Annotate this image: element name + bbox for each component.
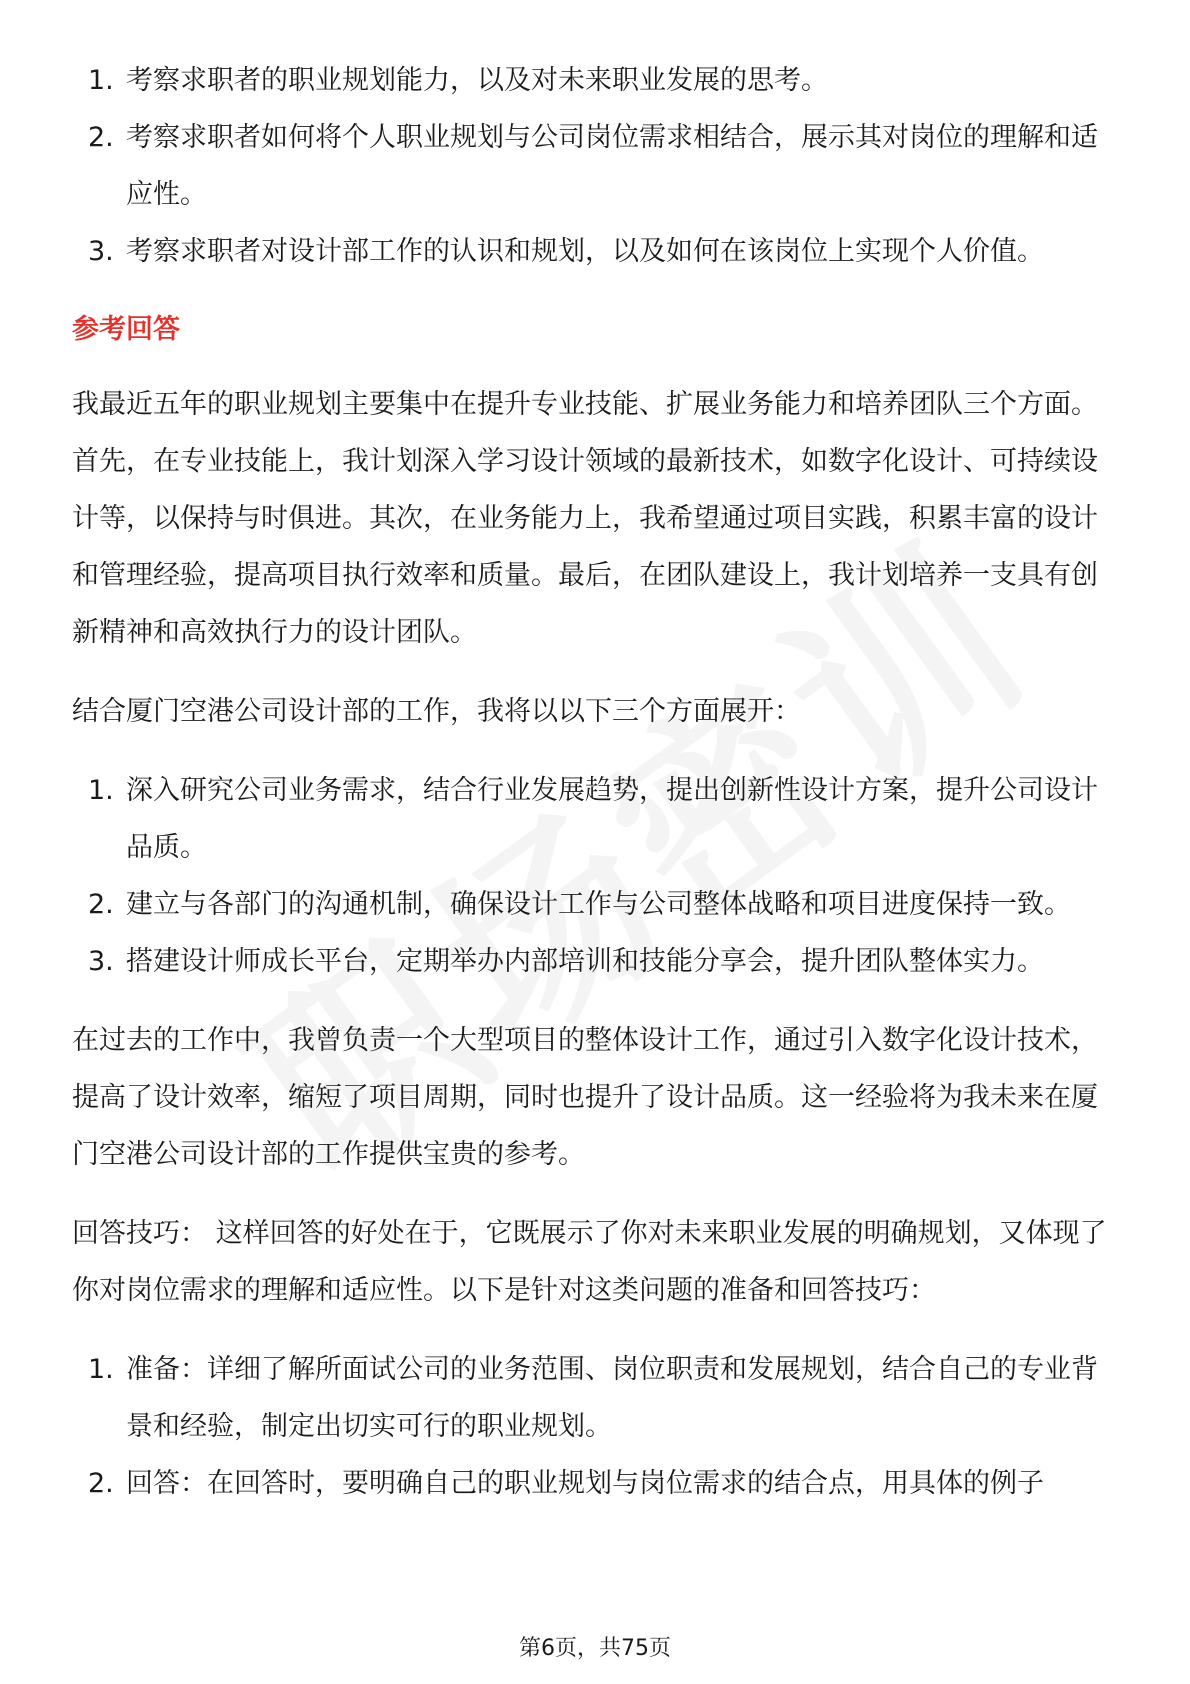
- list-number: 1.: [88, 775, 114, 806]
- list-text: 搭建设计师成长平台，定期举办内部培训和技能分享会，提升团队整体实力。: [126, 946, 1044, 977]
- page-number-footer: 第6页，共75页: [519, 1636, 671, 1661]
- section-heading: 参考回答: [72, 314, 180, 345]
- list-text: 建立与各部门的沟通机制，确保设计工作与公司整体战略和项目进度保持一致。: [126, 889, 1071, 920]
- question-purpose-list: [72, 52, 1120, 280]
- paragraph: 回答技巧： 这样回答的好处在于，它既展示了你对未来职业发展的明确规划，又体现了你对岗位需求的理解和适应性。以下是针对这类问题的准备和回答技巧：: [72, 1218, 1107, 1306]
- list-item: [72, 109, 1120, 223]
- list-text: 考察求职者如何将个人职业规划与公司岗位需求相结合，展示其对岗位的理解和适应性。: [126, 122, 1098, 210]
- list-number: 1.: [88, 1354, 114, 1385]
- plan-list: [72, 762, 1120, 990]
- list-number: 3.: [88, 946, 114, 977]
- list-item: [72, 762, 1120, 876]
- list-item: [72, 52, 1120, 109]
- list-text: 回答：在回答时，要明确自己的职业规划与岗位需求的结合点，用具体的例子: [126, 1468, 1044, 1499]
- list-item: [72, 223, 1120, 280]
- list-number: 1.: [88, 65, 114, 96]
- paragraph: 在过去的工作中，我曾负责一个大型项目的整体设计工作，通过引入数字化设计技术，提高了设计效率，缩短了项目周期，同时也提升了设计品质。这一经验将为我未来在厦门空港公司设计部的工作提供宝贵的参考。: [72, 1025, 1098, 1170]
- list-number: 2.: [88, 1468, 114, 1499]
- list-item: [72, 876, 1120, 933]
- list-text: 考察求职者对设计部工作的认识和规划，以及如何在该岗位上实现个人价值。: [126, 236, 1044, 267]
- tips-list: [72, 1341, 1120, 1512]
- page-content: [72, 52, 1120, 1512]
- list-text: 准备：详细了解所面试公司的业务范围、岗位职责和发展规划，结合自己的专业背景和经验，制定出切实可行的职业规划。: [126, 1354, 1098, 1442]
- list-text: 深入研究公司业务需求，结合行业发展趋势，提出创新性设计方案，提升公司设计品质。: [126, 775, 1098, 863]
- list-item: [72, 1341, 1120, 1455]
- paragraph: 结合厦门空港公司设计部的工作，我将以以下三个方面展开：: [72, 696, 801, 727]
- list-item: [72, 933, 1120, 990]
- list-number: 3.: [88, 236, 114, 267]
- paragraph: 我最近五年的职业规划主要集中在提升专业技能、扩展业务能力和培养团队三个方面。首先，在专业技能上，我计划深入学习设计领域的最新技术，如数字化设计、可持续设计等，以保持与时俱进。其次，在业务能力上，我希望通过项目实践，积累丰富的设计和管理经验，提高项目执行效率和质量。最后，在团队建设上，我计划培养一支具有创新精神和高效执行力的设计团队。: [72, 389, 1098, 648]
- list-text: 考察求职者的职业规划能力，以及对未来职业发展的思考。: [126, 65, 828, 96]
- list-number: 2.: [88, 889, 114, 920]
- list-item: [72, 1455, 1120, 1512]
- list-number: 2.: [88, 122, 114, 153]
